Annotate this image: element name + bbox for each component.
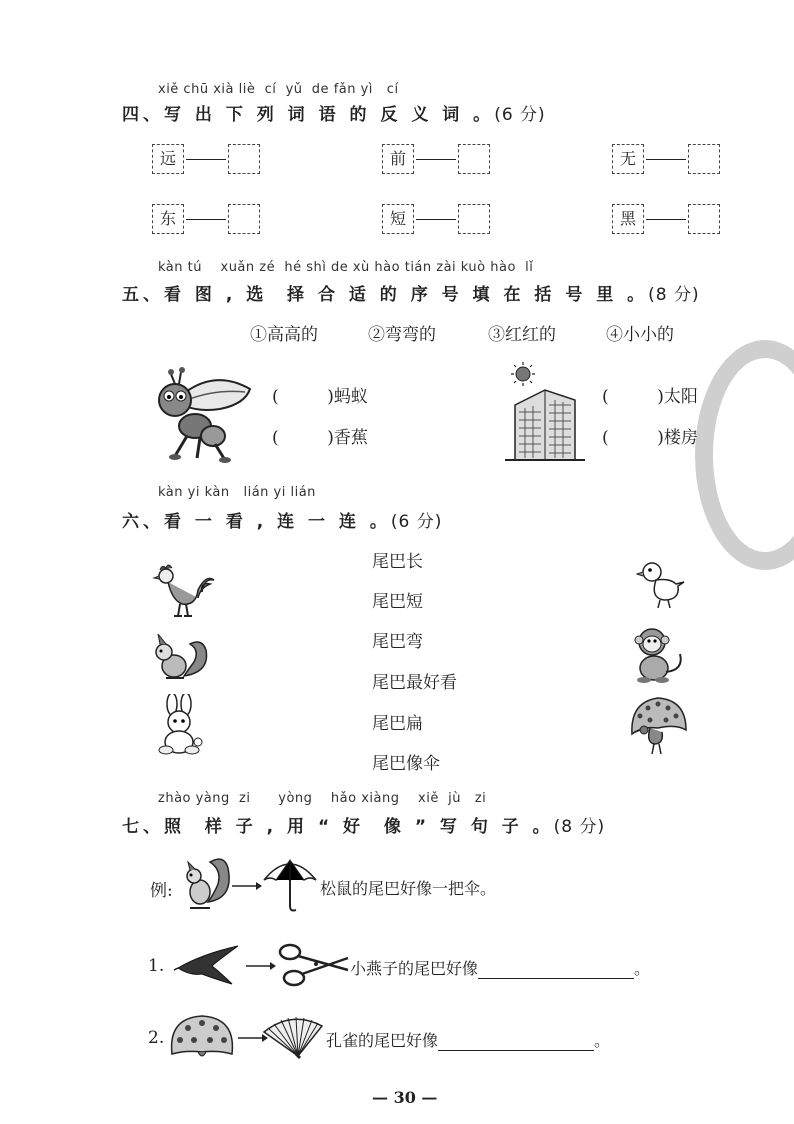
page-number: — 30 —	[372, 1088, 438, 1107]
antonym-answer-box[interactable]	[688, 144, 720, 174]
peacock-picture[interactable]	[626, 694, 690, 756]
answer-paren[interactable]: ( )太阳	[602, 387, 698, 407]
question-2-number: 2.	[148, 1028, 165, 1048]
tail-phrase[interactable]: 尾巴最好看	[372, 673, 457, 693]
answer-blank[interactable]	[478, 959, 634, 979]
antonym-word: 前	[382, 144, 414, 174]
option-4: ④小小的	[606, 325, 674, 345]
ant-banana-picture	[145, 364, 255, 464]
tail-phrase[interactable]: 尾巴短	[372, 592, 423, 612]
tail-phrase[interactable]: 尾巴扁	[372, 714, 423, 734]
peacock-tail-picture	[168, 1014, 236, 1060]
antonym-answer-box[interactable]	[688, 204, 720, 234]
arrow-icon	[244, 960, 278, 972]
section6-pinyin: kàn yi kàn lián yi lián	[158, 485, 316, 500]
folding-fan-picture	[262, 1016, 324, 1060]
section4-title: 四、写 出 下 列 词 语 的 反 义 词 。(6 分)	[122, 105, 546, 125]
tail-phrase[interactable]: 尾巴像伞	[372, 754, 440, 774]
answer-paren[interactable]: ( )香蕉	[272, 428, 368, 448]
tail-phrase[interactable]: 尾巴弯	[372, 632, 423, 652]
question-1-sentence: 小燕子的尾巴好像 。	[350, 959, 651, 978]
section7-title: 七、照 样 子 , 用 “ 好 像 ” 写 句 子 。(8 分)	[122, 817, 606, 837]
option-2: ②弯弯的	[368, 325, 436, 345]
arrow-icon	[230, 880, 264, 892]
antonym-answer-box[interactable]	[458, 144, 490, 174]
rabbit-picture[interactable]	[152, 694, 206, 756]
building-sun-picture	[505, 360, 585, 465]
scissors-picture	[276, 940, 350, 990]
option-3: ③红红的	[488, 325, 556, 345]
option-1: ①高高的	[250, 325, 318, 345]
question-2-sentence: 孔雀的尾巴好像 。	[326, 1031, 611, 1050]
swallow-picture	[172, 944, 242, 986]
section7-pinyin: zhào yàng zi yòng hǎo xiàng xiě jù zi	[158, 791, 487, 806]
tail-phrase[interactable]: 尾巴长	[372, 552, 423, 572]
answer-paren[interactable]: ( )蚂蚁	[272, 387, 368, 407]
antonym-answer-box[interactable]	[228, 144, 260, 174]
section6-title: 六、看 一 看 , 连 一 连 。(6 分)	[122, 512, 443, 532]
antonym-word: 无	[612, 144, 644, 174]
rooster-picture[interactable]	[152, 560, 216, 620]
stamp-watermark	[695, 340, 794, 570]
chick-picture[interactable]	[636, 558, 686, 610]
answer-blank[interactable]	[438, 1031, 594, 1051]
section5-pinyin: kàn tú xuǎn zé hé shì de xù hào tián zài kuò hào lǐ	[158, 260, 534, 275]
answer-paren[interactable]: ( )楼房	[602, 428, 698, 448]
antonym-word: 短	[382, 204, 414, 234]
umbrella-picture	[262, 856, 318, 914]
example-sentence: 松鼠的尾巴好像一把伞。	[320, 879, 497, 898]
section4-pinyin: xiě chū xià liè cí yǔ de fǎn yì cí	[158, 82, 399, 97]
antonym-answer-box[interactable]	[458, 204, 490, 234]
antonym-word: 东	[152, 204, 184, 234]
antonym-word: 黑	[612, 204, 644, 234]
example-label: 例:	[150, 881, 173, 901]
squirrel-small-picture	[180, 852, 232, 914]
antonym-word: 远	[152, 144, 184, 174]
antonym-answer-box[interactable]	[228, 204, 260, 234]
question-1-number: 1.	[148, 956, 165, 976]
section5-title: 五、看 图 , 选 择 合 适 的 序 号 填 在 括 号 里 。(8 分)	[122, 285, 700, 305]
squirrel-picture[interactable]	[150, 632, 210, 684]
monkey-picture[interactable]	[630, 624, 686, 684]
